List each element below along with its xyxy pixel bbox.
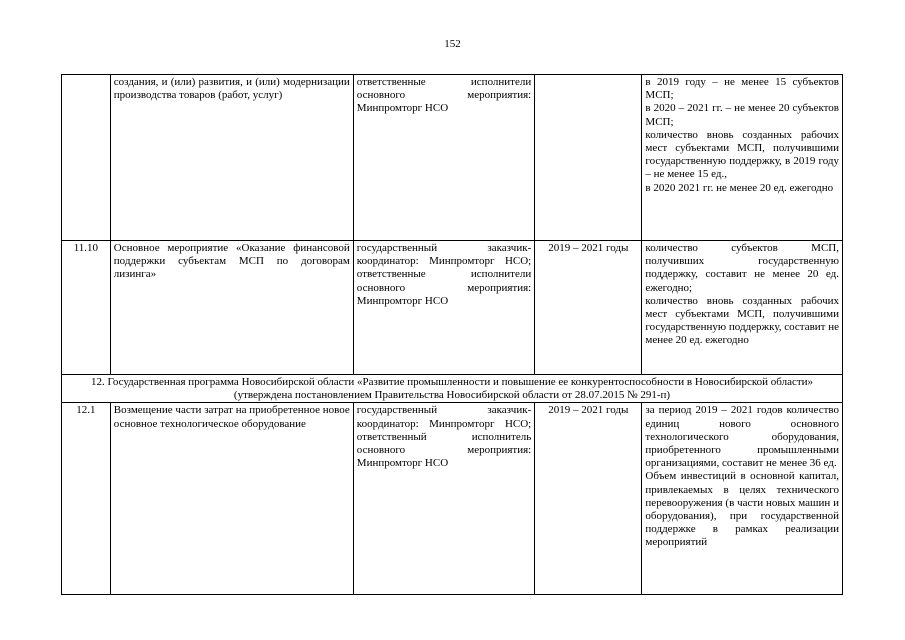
result-text: количество субъектов МСП, получивших государственную поддержку, составит не менее 20 ед. ежегодно;: [645, 242, 839, 294]
results-cell: [642, 241, 843, 375]
event-cell: создания, и (или) развития, и (или) модернизации производства товаров (работ, услуг): [110, 75, 353, 241]
row-number: 12.1: [62, 403, 111, 595]
period-cell: [535, 75, 642, 241]
page-number: 152: [444, 38, 461, 50]
result-text: в 2020 2021 гг. не менее 20 ед. ежегодно: [645, 181, 834, 194]
event-cell: Основное мероприятие «Оказание финансовой поддержки субъектам МСП по договорам лизинга»: [110, 241, 353, 375]
period-cell: 2019 – 2021 годы: [535, 241, 642, 375]
section-title: 12. Государственная программа Новосибирской области «Развитие промышленности и повышение ее конкурентоспособности в Новосибирской области» (утверждена постановлением Правительства Новосибирской области от 28.07.2015 № 291-п): [62, 375, 843, 403]
result-text: количество вновь созданных рабочих мест субъектами МСП, получившими государственную поддержку, в 2019 году – не менее 15 ед.,: [645, 128, 839, 181]
row-number: [62, 75, 111, 241]
table-row: [62, 241, 843, 375]
result-text: количество вновь созданных рабочих мест субъектами МСП, получившими государственную поддержку, составит не менее 20 ед. ежегодно: [645, 294, 840, 347]
results-cell: [642, 403, 843, 595]
program-table: [61, 74, 843, 595]
period-cell: 2019 – 2021 годы: [535, 403, 642, 595]
responsible-cell: государственный заказчик-координатор: Минпромторг НСО; ответственный исполнитель основного мероприятия: Минпромторг НСО: [353, 403, 534, 595]
event-cell: Возмещение части затрат на приобретенное новое основное технологическое оборудование: [110, 403, 353, 595]
results-cell: [642, 75, 843, 241]
responsible-cell: ответственные исполнители основного мероприятия: Минпромторг НСО: [353, 75, 534, 241]
result-text: в 2020 – 2021 гг. – не менее 20 субъектов МСП;: [645, 102, 839, 128]
result-text: Объем инвестиций в основной капитал, привлекаемых в целях технического перевооружения (в части новых машин и оборудования), при государственной поддержке в рамках реализации мероприятий: [645, 470, 839, 549]
responsible-cell: государственный заказчик-координатор: Минпромторг НСО; ответственные исполнители основного мероприятия: Минпромторг НСО: [353, 241, 534, 375]
result-text: за период 2019 – 2021 годов количество единиц нового основного технологического оборудования, приобретенного промышленными организациями, составит не менее 36 ед.: [645, 404, 839, 470]
table-row: [62, 75, 843, 241]
row-number: 11.10: [62, 241, 111, 375]
table-row: [62, 403, 843, 595]
result-text: в 2019 году – не менее 15 субъектов МСП;: [645, 76, 839, 102]
section-header-row: [62, 375, 843, 403]
